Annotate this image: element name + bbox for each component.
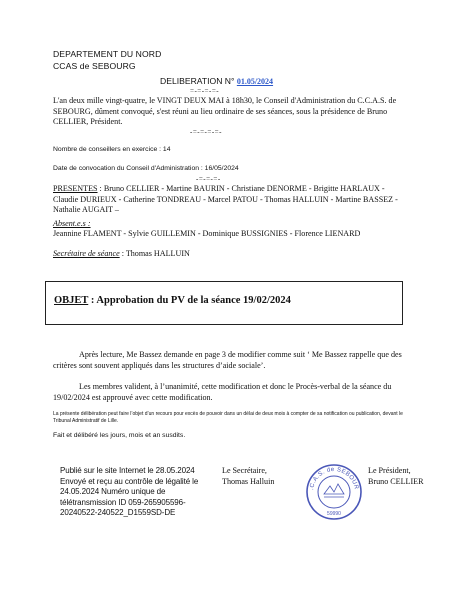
fait-delibere: Fait et délibéré les jours, mois et an susdits.	[53, 432, 186, 439]
president-signature-block	[368, 466, 424, 487]
publication-block	[60, 466, 220, 519]
deliberation-number-link[interactable]: 01.05/2024	[236, 77, 274, 86]
publication-line: 20240522-240522_D1559SD-DE	[60, 508, 176, 517]
absents-list: Jeannine FLAMENT - Sylvie GUILLEMIN - Dominique BUSSIGNIES - Florence LIENARD	[53, 229, 361, 238]
publication-line: Envoyé et reçu au contrôle de légalité le	[60, 476, 199, 486]
publication-line: Publié sur le site Internet le 28.05.2024	[60, 466, 195, 475]
body-paragraph-1: Après lecture, Me Bassez demande en page 3 de modifier comme suit ‘ Me Bassez rappelle que des critères sont souvent appliqués dans les structures d’aide sociale’.	[53, 350, 402, 370]
deliberation-label: DELIBERATION N°	[160, 76, 235, 86]
separator: -=-=-=-=-	[190, 128, 222, 136]
ccas-title: CCAS de SEBOURG	[53, 61, 136, 71]
objet-box	[45, 281, 403, 325]
recours-notice: La présente délibération peut faire l’objet d’un recours pour excès de pouvoir dans un délai de deux mois à compter de sa notification ou publication, devant le Tribunal Administratif de Lille.	[53, 411, 403, 424]
publication-line: 24.05.2024 Numéro unique de	[60, 487, 166, 496]
secretaire-name: : Thomas HALLUIN	[119, 249, 190, 258]
deliberation-heading	[160, 76, 273, 86]
ccas-stamp-icon	[304, 462, 364, 520]
body-paragraph-2: Les membres valident, à l’unanimité, cette modification et donc le Procès-verbal de la séance du 19/02/2024 est approuvé avec cette modification.	[53, 382, 392, 402]
president-signature-name: Bruno CELLIER	[368, 476, 424, 486]
secretaire-line	[53, 249, 190, 260]
stamp-text: .C.A.S. de SEBOUR	[309, 466, 359, 491]
secretaire-label: Secrétaire de séance	[53, 249, 120, 258]
secretaire-signature-name: Thomas Halluin	[222, 476, 275, 486]
secretaire-title: Le Secrétaire,	[222, 466, 267, 475]
nombre-conseillers: Nombre de conseillers en exercice : 14	[53, 146, 171, 153]
intro-paragraph: L'an deux mille vingt-quatre, le VINGT DEUX MAI à 18h30, le Conseil d'Administration du C.C.A.S. de SEBOURG, dûment convoqué, s'est réuni au lieu ordinaire de ses séances, sous la présidence de Bruno CELLIER, Président.	[53, 96, 397, 126]
presentes-paragraph	[53, 184, 409, 216]
absents-label: Absent.e.s :	[53, 219, 91, 228]
department-title: DEPARTEMENT DU NORD	[53, 49, 162, 59]
separator: -=-=-=-	[196, 175, 221, 183]
separator: =-=-=-=-	[190, 87, 220, 95]
objet-label: OBJET	[54, 295, 89, 306]
president-title: Le Président,	[368, 466, 411, 475]
objet-text: : Approbation du PV de la séance 19/02/2024	[88, 295, 291, 306]
stamp-postcode: 59990	[327, 511, 341, 517]
date-convocation: Date de convocation du Conseil d'Administration : 16/05/2024	[53, 165, 239, 172]
objet-heading	[54, 295, 291, 306]
presentes-label: PRESENTES	[53, 184, 98, 193]
presentes-list: : Bruno CELLIER - Martine BAURIN - Christiane DENORME - Brigitte HARLAUX - Claudie DURIEUX - Catherine TONDREAU - Marcel PATOU - Thomas HALLUIN - Martine BASSEZ - Nathalie AUGAIT –	[53, 184, 398, 214]
secretaire-signature-block	[222, 466, 274, 487]
publication-line: télétransmission ID 059-265905596-	[60, 497, 186, 507]
